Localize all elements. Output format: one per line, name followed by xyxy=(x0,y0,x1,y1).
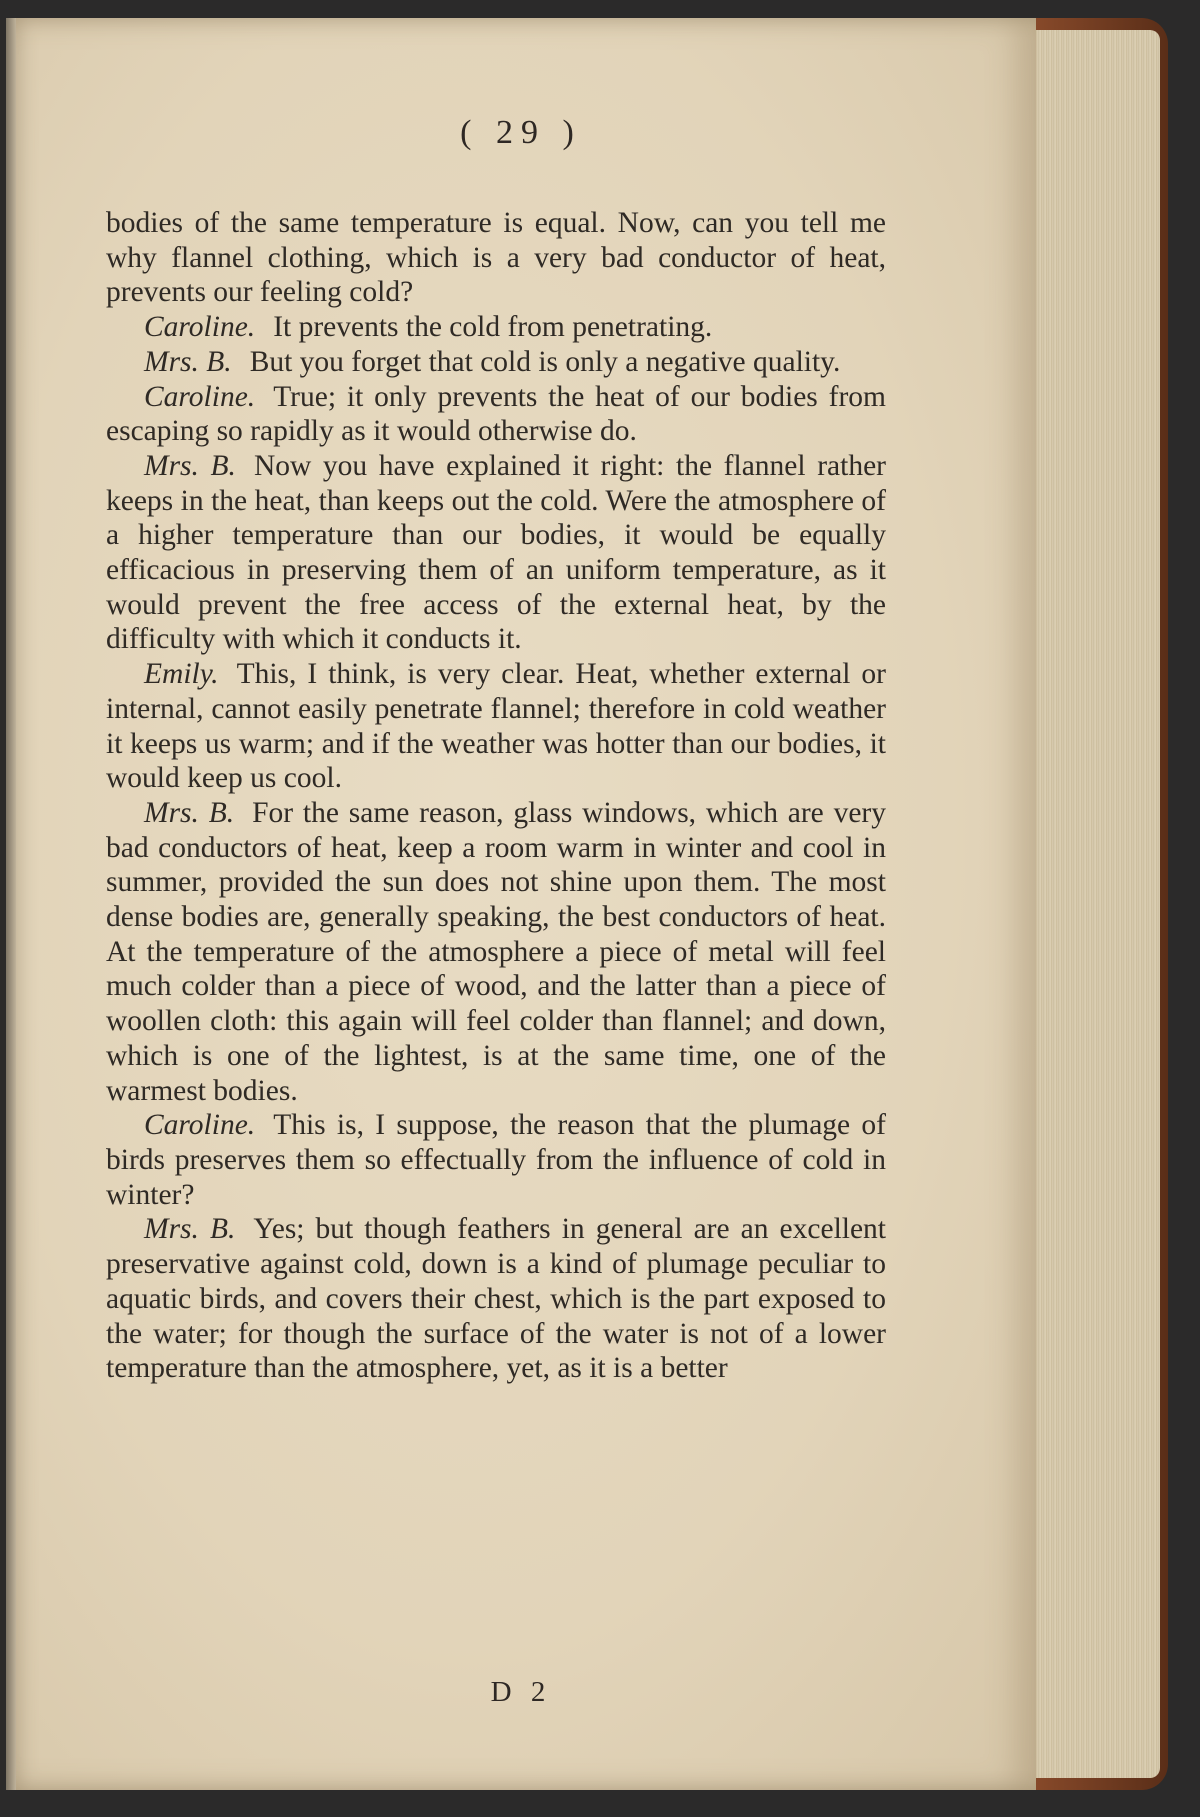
signature-mark: D 2 xyxy=(490,1676,552,1708)
speaker-name: Mrs. B. xyxy=(144,1213,236,1246)
paragraph-text: bodies of the same temperature is equal. Now, can you tell me why flannel clothing, which is a very bad conductor of heat, prevents our feeling cold? xyxy=(106,207,886,309)
paragraph-text: For the same reason, glass windows, which are very bad conductors of heat, keep a room warm in winter and cool in summer, provided the sun does not shine upon them. The most dense bodies are, generally speaking, the best conductors of heat. At the temperature of the atmosphere a piece of metal will feel much colder than a piece of wood, and the latter than a piece of woollen cloth: this again will feel colder than flannel; and down, which is one of the lightest, is at the same time, one of the warmest bodies. xyxy=(106,796,886,1107)
speaker-name: Mrs. B. xyxy=(144,449,236,482)
speaker-name: Caroline. xyxy=(144,311,256,344)
paragraph xyxy=(106,345,886,380)
paragraph-text: It prevents the cold from penetrating. xyxy=(273,311,713,344)
speaker-name: Mrs. B. xyxy=(144,345,232,378)
paragraph-text: This is, I suppose, the reason that the plumage of birds preserves them so effectually from the influence of cold in winter? xyxy=(106,1109,886,1211)
speaker-name: Mrs. B. xyxy=(144,796,235,829)
paragraph xyxy=(106,1108,886,1212)
paragraph xyxy=(106,206,886,310)
paragraph-text: This, I think, is very clear. Heat, whether external or internal, cannot easily penetrate flannel; therefore in cold weather it keeps us warm; and if the weather was hotter than our bodies, it would keep us cool. xyxy=(106,658,886,795)
paragraph xyxy=(106,1212,886,1386)
speaker-name: Caroline. xyxy=(144,380,256,413)
speaker-name: Emily. xyxy=(144,658,219,691)
page-number: ( 29 ) xyxy=(460,114,582,151)
paragraph xyxy=(106,657,886,796)
paragraph-text: Yes; but though feathers in general are an excellent preservative against cold, down is a kind of plumage peculiar to aquatic birds, and covers their chest, which is the part exposed to the water; for though the surface of the water is not of a lower temperature than the atmosphere, yet, as it is a better xyxy=(106,1213,886,1385)
page-body-text xyxy=(106,206,886,1386)
binding-gutter xyxy=(6,18,16,1790)
paragraph-text: But you forget that cold is only a negative quality. xyxy=(249,345,841,378)
paragraph xyxy=(106,449,886,657)
paragraph xyxy=(106,796,886,1108)
paragraph-text: True; it only prevents the heat of our bodies from escaping so rapidly as it would otherwise do. xyxy=(106,380,886,448)
book-page xyxy=(6,18,1036,1790)
paragraph xyxy=(106,310,886,345)
paragraph-text: Now you have explained it right: the flannel rather keeps in the heat, than keeps out the cold. Were the atmosphere of a higher temperature than our bodies, it would be equally efficacious in preserving them of an uniform temperature, as it would prevent the free access of the external heat, by the difficulty with which it conducts it. xyxy=(106,449,886,656)
speaker-name: Caroline. xyxy=(144,1109,256,1142)
paragraph xyxy=(106,380,886,449)
